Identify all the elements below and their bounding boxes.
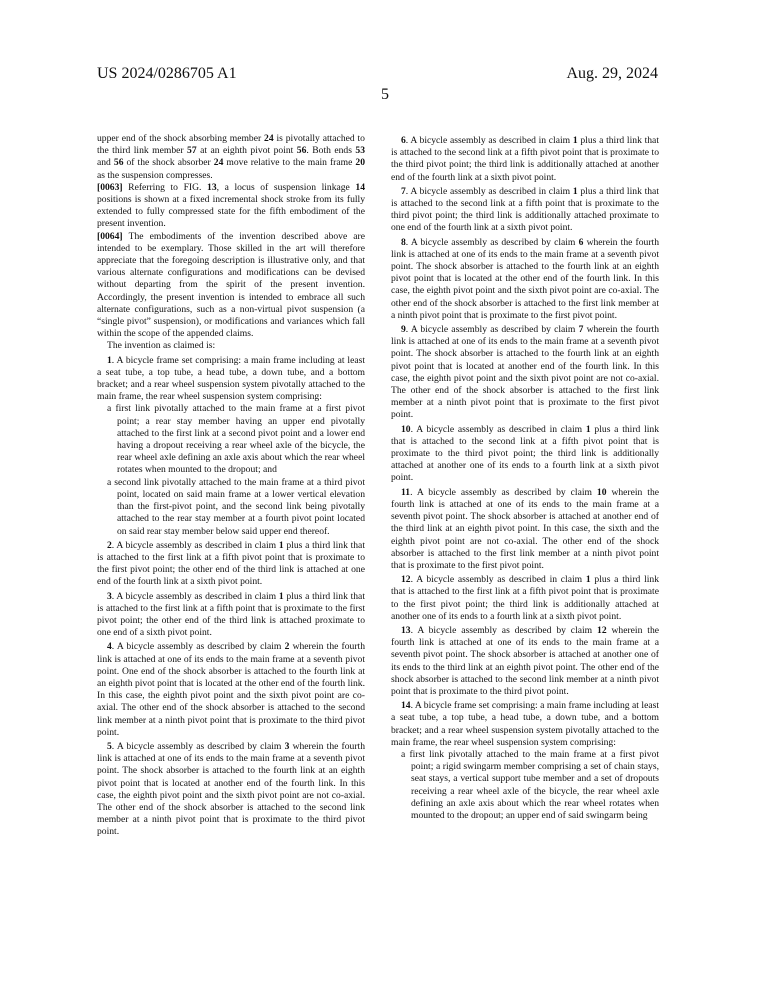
- paragraph: [97, 231, 365, 341]
- publication-date: Aug. 29, 2024: [566, 65, 658, 82]
- paragraph: The invention as claimed is:: [107, 340, 216, 352]
- claim: 9. A bicycle assembly as described by claim 7 wherein the fourth link is attached at one of its ends to the main frame at a seventh pivot point. The shock absorber is attached to the fourth link at an eighth pivot point that is located at another end of the fourth link. In this case, the eighth pivot point and the sixth pivot point are not co-axial. The other end of the shock absorber is attached to the first link member at a ninth pivot point that is proximate to the first pivot point.: [391, 324, 660, 421]
- claim: 6. A bicycle assembly as described in claim 1 plus a third link that is attached to the second link at a fifth pivot point that is proximate to the third pivot point; the third link is additionally attached at another end of the fourth link at a sixth pivot point.: [391, 135, 659, 183]
- claim: 3. A bicycle assembly as described in claim 1 plus a third link that is attached to the first link at a fifth point that is proximate to the first pivot point; the other end of the third link is attached proximate to one end of a sixth pivot point.: [97, 590, 365, 639]
- paragraph-text: Referring to FIG. 13, a locus of suspension linkage 14 positions is shown at a fixed incremental shock stroke from its fully extended to fully compressed state for the fifth embodiment of the present invention.: [97, 181, 365, 230]
- claim: 12. A bicycle assembly as described in claim 1 plus a third link that is attached to the first link at a fifth pivot point that is proximate to the first pivot point; the third link is additionally attached at another one of its ends to a fourth link at a sixth pivot point.: [391, 574, 660, 622]
- claim: 8. A bicycle assembly as described by claim 6 wherein the fourth link is attached at one of its ends to the main frame at a seventh pivot point. The shock absorber is attached to the fourth link at an eighth pivot point that is located at the other end of the fourth link. In this case, the eighth pivot point and the sixth pivot point are co-axial. The other end of the shock absorber is attached to the first link member at a ninth pivot point that is proximate to the first pivot point.: [391, 236, 660, 321]
- paragraph-number: [0063]: [97, 181, 129, 193]
- page-number: 5: [381, 86, 389, 103]
- claim: 13. A bicycle assembly as described by claim 12 wherein the fourth link is attached at one of its ends to the main frame at a seventh pivot point. The shock absorber is attached at another one of its ends to the third link at an eighth pivot point. The other end of the shock absorber is attached to the second link member at a ninth pivot point that is proximate to the third pivot point.: [391, 624, 660, 697]
- claim-element: a first link pivotally attached to the main frame at a first pivot point; a rigid swingarm member comprising a set of chain stays, seat stays, a vertical support tube member and a set of dropouts receiving a rear wheel axle of the bicycle, the rear wheel axle defining an axle axis about which the rear wheel rotates when mounted to the dropout; an upper end of said swingarm being: [401, 748, 659, 821]
- paragraph: [97, 182, 365, 231]
- left-text-column: [97, 133, 365, 839]
- claim: 2. A bicycle assembly as described in claim 1 plus a third link that is attached to the first link at a fifth pivot point that is proximate to the first pivot point; the other end of the third link is attached at one end of the fourth link at a sixth pivot point.: [97, 539, 365, 588]
- publication-number: US 2024/0286705 A1: [97, 65, 237, 82]
- paragraph-text: The embodiments of the invention described above are intended to be exemplary. Those skilled in the art will therefore appreciate that the foregoing description is illustrative only, and that various alternate configurations and modifications can be devised without departing from the spirit of the present invention. Accordingly, the present invention is intended to embrace all such alternate configurations, such as a non-virtual pivot suspension (a “single pivot” suspension), or modifications and variances which fall within the scope of the appended claims.: [97, 230, 365, 340]
- claim: 5. A bicycle assembly as described by claim 3 wherein the fourth link is attached at one of its ends to the main frame at a seventh pivot point. The shock absorber is attached to the fourth link at an eighth pivot point that is located at another end of the fourth link. In this case, the eighth pivot point and the sixth pivot point are not co-axial. The other end of the shock absorber is attached to the second link member at a ninth pivot point that is proximate to the third pivot point.: [97, 740, 366, 838]
- claim: 1. A bicycle frame set comprising: a main frame including at least a seat tube, a top tube, a head tube, a down tube, and a bottom bracket; and a rear wheel suspension system pivotally attached to the main frame, the rear wheel suspension system comprising:: [97, 354, 365, 403]
- right-text-column: [391, 133, 659, 822]
- paragraph-number: [0064]: [97, 230, 129, 242]
- claim-element: a first link pivotally attached to the main frame at a first pivot point; a rear stay member having an upper end pivotally attached to the first link at a second pivot point and a lower end having a dropout receiving a rear wheel axle of the bicycle, the rear wheel axle defining an axle axis about which the rear wheel rotates when mounted to the dropout; and: [107, 403, 365, 476]
- claim: 11. A bicycle assembly as described by claim 10 wherein the fourth link is attached at one of its ends to the main frame at a seventh pivot point. The shock absorber is attached at another end of the third link at an eighth pivot point. In this case, the sixth and the eighth pivot point are not co-axial. The other end of the shock absorber is attached to the first link member at a ninth pivot point that is proximate to the first pivot point.: [391, 486, 659, 571]
- claim: 7. A bicycle assembly as described in claim 1 plus a third link that is attached to the second link at a fifth point that is proximate to the third pivot point; the third link is additionally attached proximate to one end of the fourth link at a sixth pivot point.: [391, 185, 659, 234]
- claim: 4. A bicycle assembly as described by claim 2 wherein the fourth link is attached at one of its ends to the main frame at a seventh pivot point. One end of the shock absorber is attached to the fourth link at an eighth pivot point that is located at the other end of the fourth link. In this case, the eighth pivot point and the sixth pivot point are co-axial. The other end of the shock absorber is attached to the second link member at a ninth pivot point that is proximate to the third pivot point.: [97, 641, 366, 738]
- claim: 10. A bicycle assembly as described in claim 1 plus a third link that is attached to the second link at a fifth pivot point that is proximate to the third pivot point; the third link is additionally attached at another one of its ends to a fourth link at a sixth pivot point.: [391, 423, 660, 484]
- claim: 14. A bicycle frame set comprising: a main frame including at least a seat tube, a top tube, a head tube, a down tube, and a bottom bracket; and a rear wheel suspension system pivotally attached to the main frame, the rear wheel suspension system comprising:: [391, 700, 659, 748]
- paragraph: upper end of the shock absorbing member 24 is pivotally attached to the third link member 57 at an eighth pivot point 56. Both ends 53 and 56 of the shock absorber 24 move relative to the main frame 20 as the suspension compresses.: [97, 133, 366, 181]
- claim-element: a second link pivotally attached to the main frame at a third pivot point, located on said main frame at a lower vertical elevation than the first-pivot point, and the second link being pivotally attached to the rear stay member at a fourth pivot point located on said rear stay member below said upper end thereof.: [107, 476, 365, 537]
